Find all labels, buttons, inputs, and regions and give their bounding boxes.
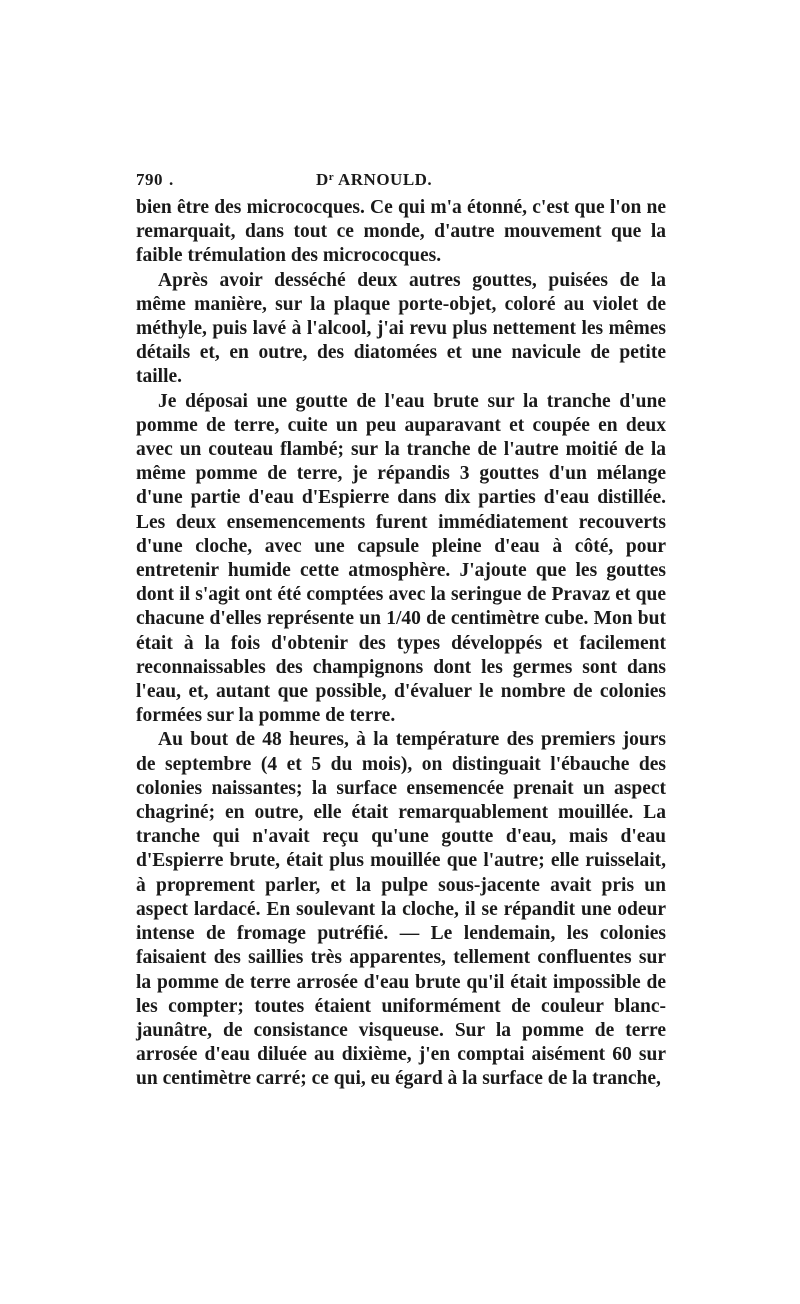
paragraph: Au bout de 48 heures, à la température des premiers jours de septembre (4 et 5 du mois), on distinguait l'ébauche des colonies naissantes; la surface ensemencée prenait un aspect chagriné; en outre, elle était remarquablement mouillée. La tranche qui n'avait reçu qu'une goutte d'eau, mais d'eau d'Espierre brute, était plus mouillée que l'autre; elle ruisselait, à proprement parler, et la pulpe sous-jacente avait pris un aspect lardacé. En soulevant la cloche, il se répandit une odeur intense de fromage putréfié. — Le lendemain, les colonies faisaient des saillies très apparentes, tellement confluentes sur la pomme de terre arrosée d'eau brute qu'il était impossible de les compter; toutes étaient uniformément de couleur blanc-jaunâtre, de consistance visqueuse. Sur la pomme de terre arrosée d'eau diluée au dixième, j'en comptai aisément 60 sur un centimètre carré; ce qui, eu égard à la surface de la tranche, xyxy=(136,729,666,1090)
running-head xyxy=(136,170,666,196)
page-number: 790 . xyxy=(136,170,174,189)
paragraph-continued: bien être des micrococques. Ce qui m'a étonné, c'est que l'on ne remarquait, dans tout ce monde, d'autre mouvement que la faible trémulation des micrococques. xyxy=(136,197,666,267)
page-number-mark: . xyxy=(169,170,174,189)
author-name: ARNOULD. xyxy=(337,170,433,189)
book-page xyxy=(136,170,666,1092)
paragraph: Je déposai une goutte de l'eau brute sur la tranche d'une pomme de terre, cuite un peu auparavant et coupée en deux avec un couteau flambé; sur la tranche de l'autre moitié de la même pomme de terre, je répandis 3 gouttes d'un mélange d'une partie d'eau d'Espierre dans dix parties d'eau distillée. Les deux ensemencements furent immédiatement recouverts d'une cloche, avec une capsule pleine d'eau à côté, pour entretenir humide cette atmosphère. J'ajoute que les gouttes dont il s'agit ont été comptées avec la seringue de Pravaz et que chacune d'elles représente un 1/40 de centimètre cube. Mon but était à la fois d'obtenir des types développés et facilement reconnaissables des champignons dont les germes sont dans l'eau, et, autant que possible, d'évaluer le nombre de colonies formées sur la pomme de terre. xyxy=(136,390,666,727)
body-text xyxy=(136,196,666,1092)
author-prefix-superscript: r xyxy=(328,171,335,183)
paragraph: Après avoir desséché deux autres gouttes, puisées de la même manière, sur la plaque porte-objet, coloré au violet de méthyle, puis lavé à l'alcool, j'ai revu plus nettement les mêmes détails et, en outre, des diatomées et une navicule de petite taille. xyxy=(136,269,666,388)
header-author: $D^r$ ARNOULD. xyxy=(316,170,433,189)
